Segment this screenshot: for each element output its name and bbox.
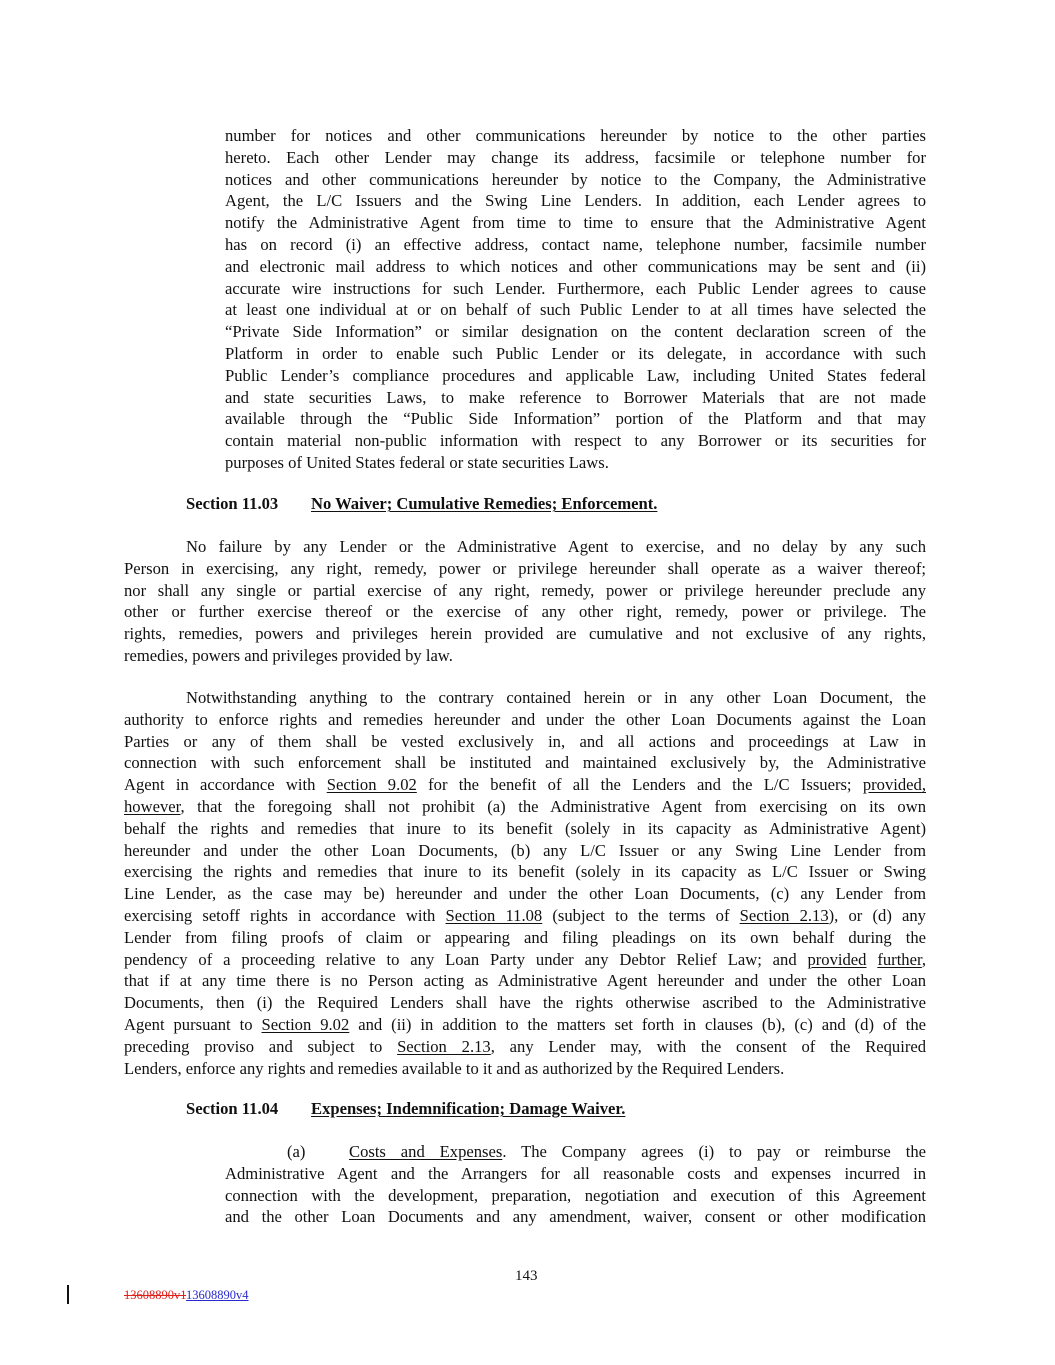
page-number: 143 xyxy=(515,1268,538,1284)
text: , that the foregoing shall not prohibit (a) the Administrative Agent from exercising on its own xyxy=(180,796,926,816)
text-line: Documents, then (i) the Required Lenders shall have the rights otherwise ascribed to the Administrative xyxy=(124,993,926,1013)
text: , any Lender may, with the consent of the Required xyxy=(490,1036,927,1056)
further-term: further xyxy=(877,949,922,969)
notices-paragraph xyxy=(225,125,926,474)
text-line: nor shall any single or partial exercise of any right, remedy, power or privilege hereunder preclude any xyxy=(124,580,926,600)
clause-label: (a) xyxy=(287,1142,306,1161)
text: Agent pursuant to xyxy=(124,1014,262,1034)
text-line: No failure by any Lender or the Administrative Agent to exercise, and no delay by any such xyxy=(186,537,926,556)
text: preceding proviso and subject to xyxy=(124,1036,398,1056)
text-line: Agent, the L/C Issuers and the Swing Line Lenders. In addition, each Lender agrees to xyxy=(225,191,926,211)
costs-and-expenses-clause xyxy=(225,1141,926,1228)
text-line: remedies, powers and privileges provided by law. xyxy=(124,645,453,665)
text: , xyxy=(921,949,926,969)
text-line: Person in exercising, any right, remedy, power or privilege hereunder shall operate as a waiver thereof; xyxy=(124,558,926,578)
text xyxy=(866,950,877,969)
text-line xyxy=(124,1036,926,1058)
text-line xyxy=(124,949,926,971)
text-line: at least one individual at or on behalf of such Public Lender to at all times have selected the xyxy=(225,300,926,320)
provided-term: provided xyxy=(807,949,867,969)
text-line: authority to enforce rights and remedies hereunder and under the other Loan Documents against the Loan xyxy=(124,709,926,729)
text-line: purposes of United States federal or state securities Laws. xyxy=(225,452,609,472)
text-line: Line Lender, as the case may be) hereunder and under the other Loan Documents, (c) any Lender from xyxy=(124,884,926,904)
section-title: No Waiver; Cumulative Remedies; Enforcement. xyxy=(311,494,658,513)
text-line: Platform in order to enable such Public Lender or its delegate, in accordance with such xyxy=(225,343,926,363)
text: . The Company agrees (i) to pay or reimburse the xyxy=(502,1142,926,1161)
section-reference-9-02: Section 9.02 xyxy=(261,1014,350,1034)
text-line: notices and other communications hereunder by notice to the Company, the Administrative xyxy=(225,169,926,189)
text-line: hereto. Each other Lender may change its address, facsimile or telephone number for xyxy=(225,147,926,167)
text-line: number for notices and other communications hereunder by notice to the other parties xyxy=(225,126,926,145)
inserted-document-id: 13608890v4 xyxy=(186,1288,249,1302)
text: ), or (d) any xyxy=(828,905,926,925)
text-line: connection with such enforcement shall be instituted and maintained exclusively by, the Administrative xyxy=(124,753,926,773)
section-number: Section 11.03 xyxy=(186,494,279,513)
text-line: contain material non-public information with respect to any Borrower or its securities for xyxy=(225,431,926,451)
text-line: and electronic mail address to which notices and other communications may be sent and (ii) xyxy=(225,256,926,276)
text: for the benefit of all the Lenders and the L/C Issuers; xyxy=(416,775,863,795)
text-line: accurate wire instructions for such Lender. Furthermore, each Public Lender agrees to cause xyxy=(225,278,926,298)
text-line: Parties or any of them shall be vested exclusively in, and all actions and proceedings at Law in xyxy=(124,731,926,751)
text-line: Administrative Agent and the Arrangers for all reasonable costs and expenses incurred in xyxy=(225,1163,926,1183)
section-reference-2-13: Section 2.13 xyxy=(397,1036,491,1056)
text: Agent in accordance with xyxy=(124,775,327,795)
section-reference-11-08: Section 11.08 xyxy=(445,905,543,925)
text-line: Lender from filing proofs of claim or appearing and filing pleadings on its own behalf during the xyxy=(124,927,926,947)
text-line: “Private Side Information” or similar designation on the content declaration screen of the xyxy=(225,322,926,342)
text-line: connection with the development, preparation, negotiation and execution of this Agreement xyxy=(225,1185,926,1205)
text-line xyxy=(124,905,926,927)
text-line: Notwithstanding anything to the contrary contained herein or in any other Loan Document, the xyxy=(186,688,926,707)
however-term: however xyxy=(124,796,181,816)
text-line xyxy=(124,796,926,818)
text-line: other or further exercise thereof or the exercise of any other right, remedy, power or privilege. The xyxy=(124,602,926,622)
no-waiver-paragraph xyxy=(124,536,926,667)
deleted-document-id: 13608890v1 xyxy=(124,1288,187,1302)
section-title: Expenses; Indemnification; Damage Waiver. xyxy=(311,1099,626,1118)
clause-caption: Costs and Expenses xyxy=(349,1142,503,1161)
section-11-03-heading xyxy=(186,493,657,515)
text-line: available through the “Public Side Information” portion of the Platform and that may xyxy=(225,409,926,429)
provided-term: provided xyxy=(862,775,922,795)
text-line xyxy=(124,1014,926,1036)
text-line: behalf the rights and remedies that inure to its benefit (solely in its capacity as Administrative Agent) xyxy=(124,818,926,838)
text: exercising setoff rights in accordance with xyxy=(124,905,446,925)
enforcement-paragraph xyxy=(124,687,926,1079)
text-line: has on record (i) an effective address, contact name, telephone number, facsimile number xyxy=(225,234,926,254)
text-line: and state securities Laws, to make reference to Borrower Materials that are not made xyxy=(225,387,926,407)
text-line: exercising the rights and remedies that inure to its benefit (solely in its capacity as L/C Issuer or Swing xyxy=(124,862,926,882)
text-line: Lenders, enforce any rights and remedies available to it and as authorized by the Required Lenders. xyxy=(124,1058,785,1078)
text-line: rights, remedies, powers and privileges herein provided are cumulative and not exclusive of any rights, xyxy=(124,624,926,644)
text-line xyxy=(225,1141,926,1163)
text: (subject to the terms of xyxy=(542,905,740,925)
section-reference-9-02: Section 9.02 xyxy=(326,775,417,795)
text: pendency of a proceeding relative to any Loan Party under any Debtor Relief Law; and xyxy=(124,949,808,969)
section-number: Section 11.04 xyxy=(186,1099,279,1118)
text-line: Public Lender’s compliance procedures and applicable Law, including United States federal xyxy=(225,365,926,385)
revision-change-bar xyxy=(67,1285,69,1304)
text: and (ii) in addition to the matters set forth in clauses (b), (c) and (d) of the xyxy=(349,1014,926,1034)
section-11-04-heading xyxy=(186,1098,625,1120)
text-line xyxy=(124,774,926,796)
text-line: notify the Administrative Agent from time to time to ensure that the Administrative Agent xyxy=(225,213,926,233)
text: , xyxy=(921,775,926,795)
text-line: and the other Loan Documents and any amendment, waiver, consent or other modification xyxy=(225,1207,926,1227)
text-line: that if at any time there is no Person acting as Administrative Agent hereunder and under the other Loan xyxy=(124,971,926,991)
section-reference-2-13: Section 2.13 xyxy=(739,905,829,925)
document-id-footer xyxy=(124,1288,249,1303)
text-line: hereunder and under the other Loan Documents, (b) any L/C Issuer or any Swing Line Lender from xyxy=(124,840,926,860)
